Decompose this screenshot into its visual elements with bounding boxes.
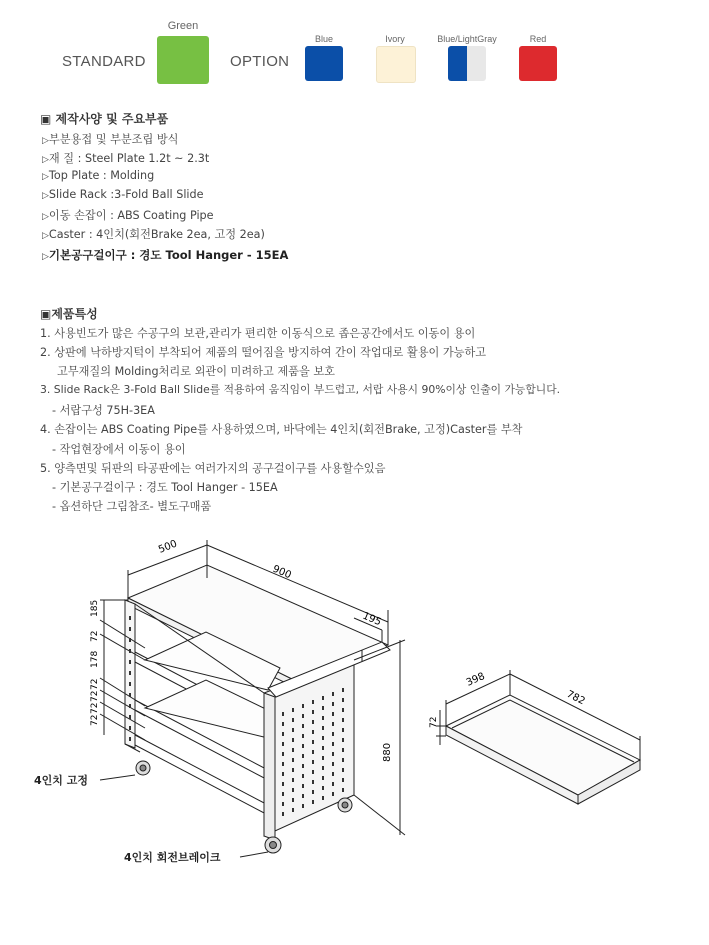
swatch-label-ivory: Ivory <box>385 34 405 44</box>
peg-hole <box>282 742 284 746</box>
peg-hole-side <box>129 704 131 708</box>
peg-hole <box>282 782 284 786</box>
peg-hole <box>342 718 344 722</box>
peg-hole <box>302 784 304 788</box>
feature-line: 5. 양측면및 뒤판의 타공판에는 여러가지의 공구걸이구를 사용할수있음 <box>40 462 386 475</box>
cart-drawing <box>0 520 709 945</box>
feature-line: 4. 손잡이는 ABS Coating Pipe를 사용하였으며, 바닥에는 4인치(회전Brake, 고정)Caster를 부착 <box>40 423 523 436</box>
swatch-blue-lightgray <box>448 46 486 81</box>
caster-fixed-label: 4인치 고정 <box>34 774 88 787</box>
peg-hole <box>292 728 294 732</box>
peg-hole <box>302 704 304 708</box>
peg-hole-side <box>129 627 131 631</box>
standard-label: STANDARD <box>62 53 146 70</box>
peg-hole <box>312 730 314 734</box>
spec-item: ▷Slide Rack :3-Fold Ball Slide <box>42 188 204 201</box>
peg-hole-side <box>129 726 131 730</box>
peg-hole <box>282 772 284 776</box>
peg-hole <box>342 698 344 702</box>
peg-hole <box>332 732 334 736</box>
peg-hole <box>322 706 324 710</box>
dim-v3: 178 <box>90 650 100 668</box>
dim-v6: 72 <box>90 702 100 714</box>
spec-item: ▷이동 손잡이 : ABS Coating Pipe <box>42 209 214 222</box>
peg-hole <box>312 700 314 704</box>
peg-hole-side <box>129 693 131 697</box>
spec-item: ▷재 질 : Steel Plate 1.2t ~ 2.3t <box>42 152 210 165</box>
peg-hole <box>332 742 334 746</box>
peg-hole <box>292 708 294 712</box>
peg-hole <box>342 708 344 712</box>
peg-hole <box>282 792 284 796</box>
spec-item: ▷기본공구걸이구 : 경도 Tool Hanger - 15EA <box>42 248 289 262</box>
dim-width: 900 <box>270 563 293 582</box>
option-label: OPTION <box>230 53 290 70</box>
dim-drawer-depth: 398 <box>464 670 487 689</box>
bullet-triangle-icon: ▷ <box>42 172 49 182</box>
peg-hole <box>312 770 314 774</box>
peg-hole <box>322 736 324 740</box>
peg-hole <box>312 710 314 714</box>
dim-drawer-height: 72 <box>429 716 439 728</box>
peg-hole <box>332 752 334 756</box>
feature-line: 1. 사용빈도가 많은 수공구의 보관,관리가 편리한 이동식으로 좁은공간에서도 이동이 용이 <box>40 327 476 340</box>
peg-hole <box>322 726 324 730</box>
peg-hole <box>282 762 284 766</box>
feature-line: 3. Slide Rack은 3-Fold Ball Slide를 적용하여 움직임이 부드럽고, 서랍 사용시 90%이상 인출이 가능합니다. <box>40 383 561 396</box>
bullet-triangle-icon: ▷ <box>42 155 49 165</box>
peg-hole <box>342 748 344 752</box>
peg-hole <box>322 786 324 790</box>
peg-hole <box>332 792 334 796</box>
peg-hole <box>332 712 334 716</box>
peg-hole <box>332 762 334 766</box>
peg-hole <box>282 752 284 756</box>
dim-v5: 72 <box>90 690 100 702</box>
peg-hole <box>292 738 294 742</box>
bullet-triangle-icon: ▷ <box>42 212 49 222</box>
peg-hole-side <box>129 638 131 642</box>
peg-hole <box>312 750 314 754</box>
peg-hole <box>302 744 304 748</box>
peg-hole <box>332 702 334 706</box>
swatch-blue <box>305 46 343 81</box>
dim-v4: 72 <box>90 678 100 690</box>
peg-hole <box>282 712 284 716</box>
swatch-red <box>519 46 557 81</box>
feature-line: - 작업현장에서 이동이 용이 <box>52 443 186 456</box>
dim-v7: 72 <box>90 714 100 726</box>
peg-hole-side <box>129 715 131 719</box>
peg-hole-side <box>129 649 131 653</box>
peg-hole <box>302 754 304 758</box>
peg-hole <box>322 766 324 770</box>
peg-hole-side <box>129 671 131 675</box>
peg-hole <box>342 688 344 692</box>
peg-hole <box>332 722 334 726</box>
dim-depth: 500 <box>157 538 179 556</box>
bullet-triangle-icon: ▷ <box>42 136 49 146</box>
swatch-ivory <box>376 46 416 83</box>
peg-hole <box>342 738 344 742</box>
peg-hole <box>332 692 334 696</box>
peg-hole <box>282 802 284 806</box>
peg-hole <box>292 768 294 772</box>
swatch-label-blue: Blue <box>314 34 333 44</box>
peg-hole <box>292 798 294 802</box>
swatch-green <box>157 36 209 84</box>
peg-hole <box>302 714 304 718</box>
dim-handle: 195 <box>360 610 383 629</box>
feature-line: 2. 상판에 낙하방지턱이 부착되어 제품의 떨어짐을 방지하여 간이 작업대로 활용이 가능하고 <box>40 346 487 359</box>
peg-hole <box>342 788 344 792</box>
peg-hole <box>322 776 324 780</box>
spec-item: ▷부분용접 및 부분조립 방식 <box>42 133 179 146</box>
peg-hole <box>342 778 344 782</box>
bullet-triangle-icon: ▷ <box>42 252 49 262</box>
peg-hole <box>302 764 304 768</box>
spec-item: ▷Top Plate : Molding <box>42 169 155 182</box>
peg-hole <box>292 758 294 762</box>
peg-hole <box>322 746 324 750</box>
title-box-icon: ▣ <box>40 112 52 126</box>
bullet-triangle-icon: ▷ <box>42 231 49 241</box>
dim-height: 880 <box>382 742 393 762</box>
peg-hole-side <box>129 682 131 686</box>
peg-hole <box>292 788 294 792</box>
swatch-label-blue-lightgray: Blue/LightGray <box>437 34 497 44</box>
swatch-label-red: Red <box>529 34 547 44</box>
peg-hole-side <box>129 616 131 620</box>
bullet-triangle-icon: ▷ <box>42 191 49 201</box>
peg-hole <box>302 774 304 778</box>
peg-hole <box>322 796 324 800</box>
peg-hole <box>312 800 314 804</box>
feature-line: - 옵션하단 그림참조- 별도구매품 <box>52 500 212 513</box>
peg-hole <box>312 740 314 744</box>
peg-hole <box>322 696 324 700</box>
feature-line: 고무재질의 Molding처리로 외관이 미려하고 제품을 보호 <box>57 365 335 378</box>
peg-hole <box>302 724 304 728</box>
peg-hole <box>312 780 314 784</box>
feature-line: - 서랍구성 75H-3EA <box>52 404 155 417</box>
spec-item: ▷Caster : 4인치(회전Brake 2ea, 고정 2ea) <box>42 228 265 241</box>
features-title: ▣제품특성 <box>40 307 98 321</box>
peg-hole <box>282 722 284 726</box>
peg-hole <box>292 718 294 722</box>
peg-hole <box>292 748 294 752</box>
peg-hole <box>312 760 314 764</box>
dim-v1: 185 <box>90 599 100 617</box>
peg-hole-side <box>129 660 131 664</box>
dim-v2: 72 <box>90 630 100 642</box>
peg-hole <box>342 728 344 732</box>
specs-title: ▣ 제작사양 및 주요부품 <box>40 112 169 126</box>
peg-hole <box>302 794 304 798</box>
peg-hole <box>332 772 334 776</box>
peg-hole <box>322 756 324 760</box>
peg-hole <box>342 768 344 772</box>
peg-hole <box>322 716 324 720</box>
peg-hole <box>302 734 304 738</box>
peg-hole <box>292 808 294 812</box>
peg-hole-side <box>129 737 131 741</box>
peg-hole <box>292 778 294 782</box>
dim-drawer-width: 782 <box>564 688 587 708</box>
peg-hole <box>332 782 334 786</box>
peg-hole <box>282 812 284 816</box>
peg-hole <box>282 732 284 736</box>
peg-hole <box>312 790 314 794</box>
peg-hole <box>312 720 314 724</box>
swatch-label-green: Green <box>167 20 199 32</box>
peg-hole <box>342 758 344 762</box>
feature-line: - 기본공구걸이구 : 경도 Tool Hanger - 15EA <box>52 481 278 494</box>
caster-brake-label: 4인치 회전브레이크 <box>124 851 221 864</box>
peg-hole <box>302 804 304 808</box>
